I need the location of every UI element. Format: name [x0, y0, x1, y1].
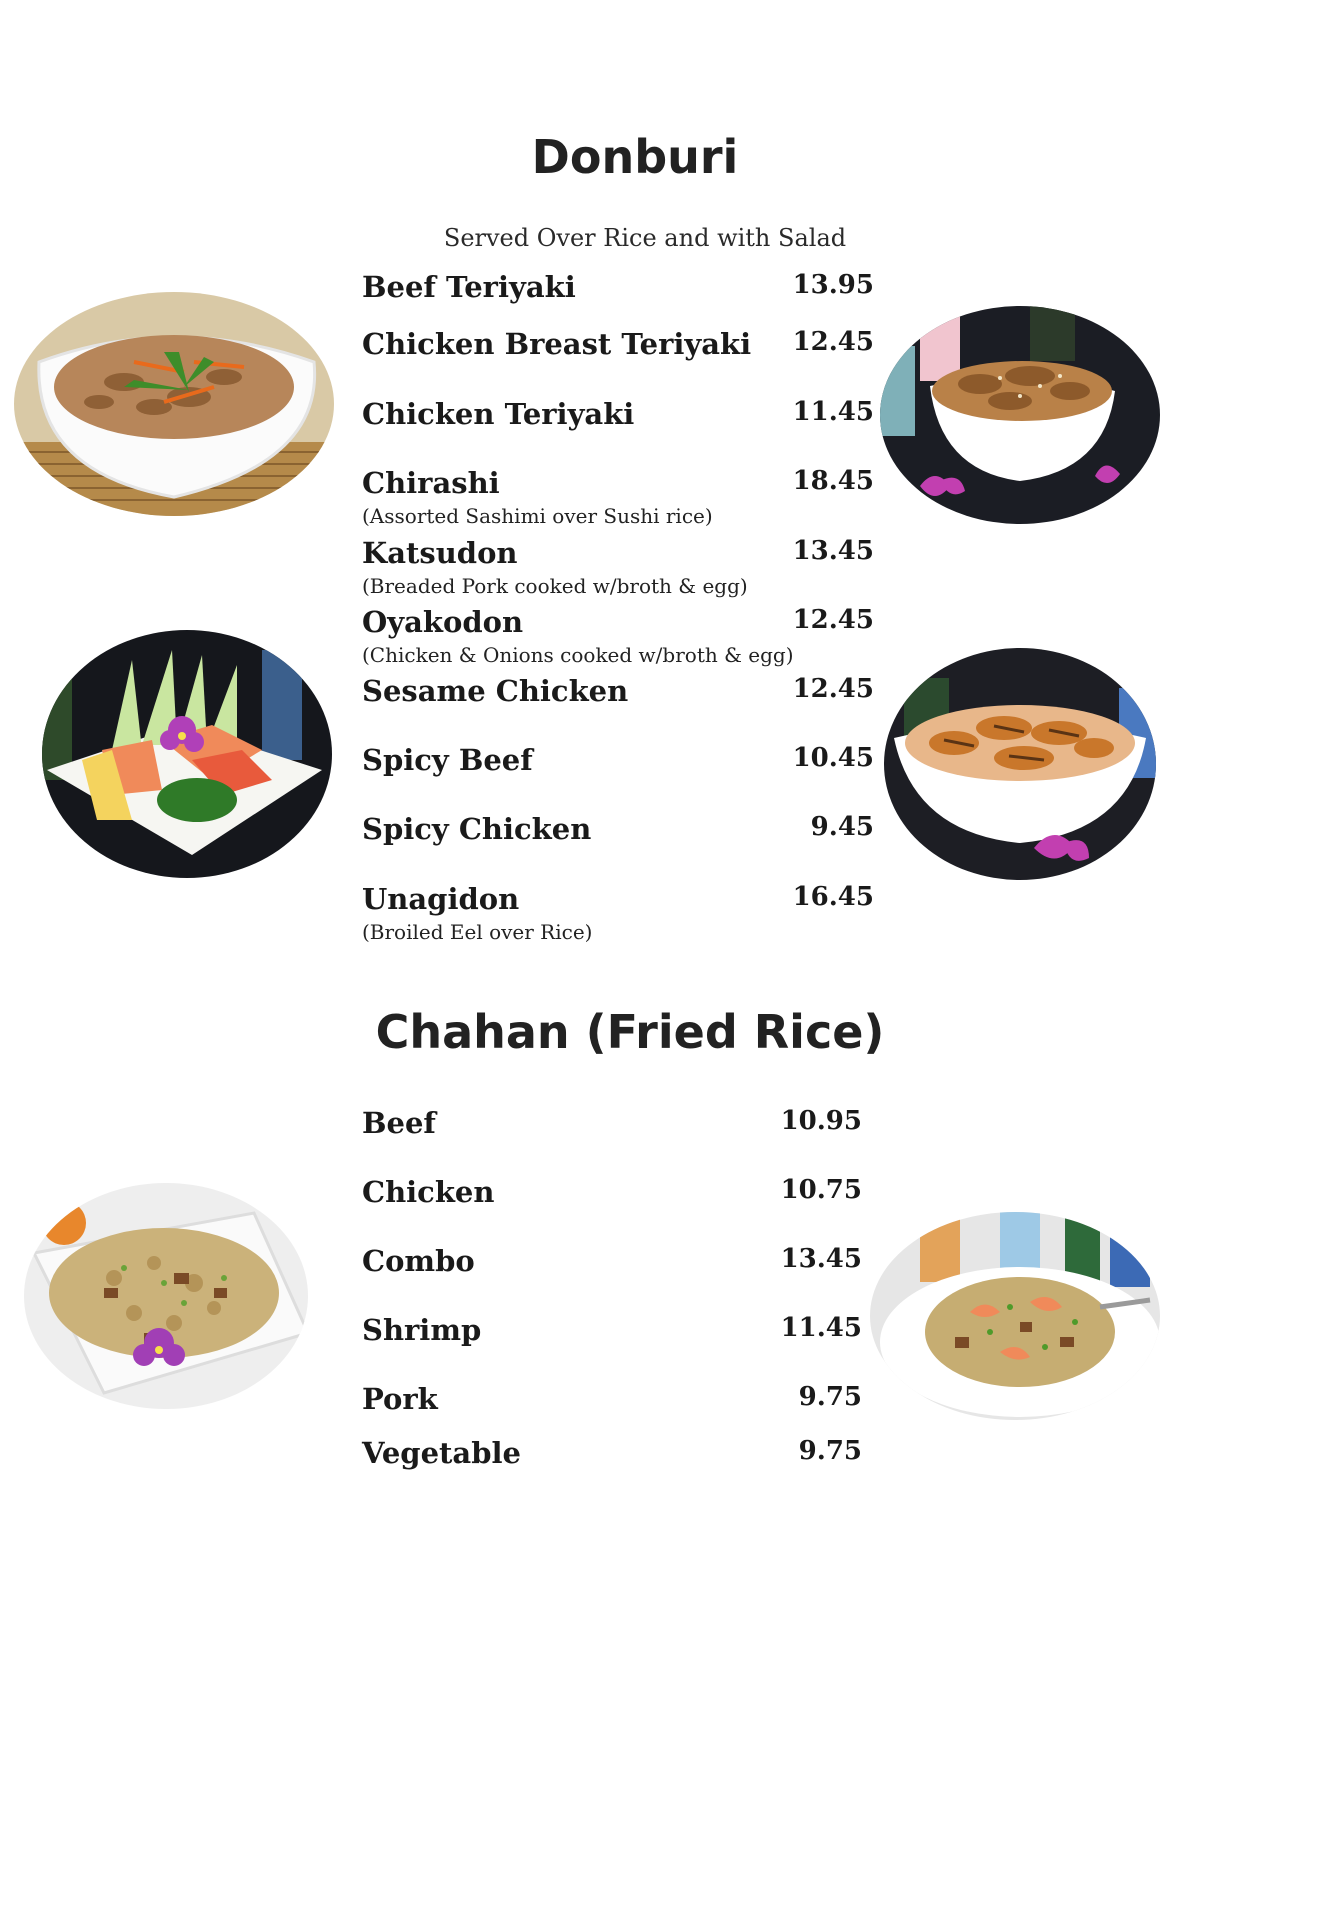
item-name: Oyakodon — [362, 605, 524, 639]
item-name: Pork — [362, 1382, 438, 1416]
section-title-chahan: Chahan (Fried Rice) — [375, 1005, 885, 1059]
item-name: Beef — [362, 1106, 436, 1140]
item-name: Combo — [362, 1244, 475, 1278]
item-name: Katsudon — [362, 536, 518, 570]
item-name: Chicken Breast Teriyaki — [362, 327, 752, 361]
item-price: 12.45 — [792, 327, 874, 357]
item-price: 10.95 — [780, 1106, 862, 1136]
item-name: Sesame Chicken — [362, 674, 629, 708]
section-subtitle: Served Over Rice and with Salad — [443, 224, 847, 252]
item-price: 12.45 — [792, 674, 874, 704]
item-name: Spicy Beef — [362, 743, 533, 777]
item-price: 9.75 — [798, 1436, 862, 1466]
item-note: (Broiled Eel over Rice) — [362, 920, 593, 944]
item-price: 10.45 — [792, 743, 874, 773]
item-price: 9.45 — [810, 812, 874, 842]
item-price: 9.75 — [798, 1382, 862, 1412]
fried-rice-plate-photo — [24, 1183, 308, 1409]
item-name: Chicken Teriyaki — [362, 397, 635, 431]
beef-teriyaki-bowl-photo — [14, 292, 334, 516]
item-note: (Breaded Pork cooked w/broth & egg) — [362, 574, 748, 598]
item-name: Unagidon — [362, 882, 520, 916]
item-price: 13.45 — [792, 536, 874, 566]
item-name: Chicken — [362, 1175, 495, 1209]
item-name: Beef Teriyaki — [362, 270, 576, 304]
section-title-donburi: Donburi — [531, 130, 739, 184]
item-price: 13.45 — [780, 1244, 862, 1274]
chicken-teriyaki-bowl-photo — [880, 306, 1160, 524]
item-price: 10.75 — [780, 1175, 862, 1205]
chirashi-sashimi-photo — [42, 630, 332, 878]
item-note: (Chicken & Onions cooked w/broth & egg) — [362, 643, 794, 667]
item-price: 18.45 — [792, 466, 874, 496]
item-name: Shrimp — [362, 1313, 482, 1347]
item-price: 11.45 — [780, 1313, 862, 1343]
item-name: Chirashi — [362, 466, 500, 500]
item-note: (Assorted Sashimi over Sushi rice) — [362, 504, 713, 528]
item-name: Spicy Chicken — [362, 812, 592, 846]
fried-rice-shrimp-photo — [870, 1212, 1160, 1420]
item-price: 16.45 — [792, 882, 874, 912]
sesame-chicken-bowl-photo — [884, 648, 1156, 880]
item-price: 12.45 — [792, 605, 874, 635]
item-name: Vegetable — [362, 1436, 521, 1470]
item-price: 11.45 — [792, 397, 874, 427]
item-price: 13.95 — [792, 270, 874, 300]
